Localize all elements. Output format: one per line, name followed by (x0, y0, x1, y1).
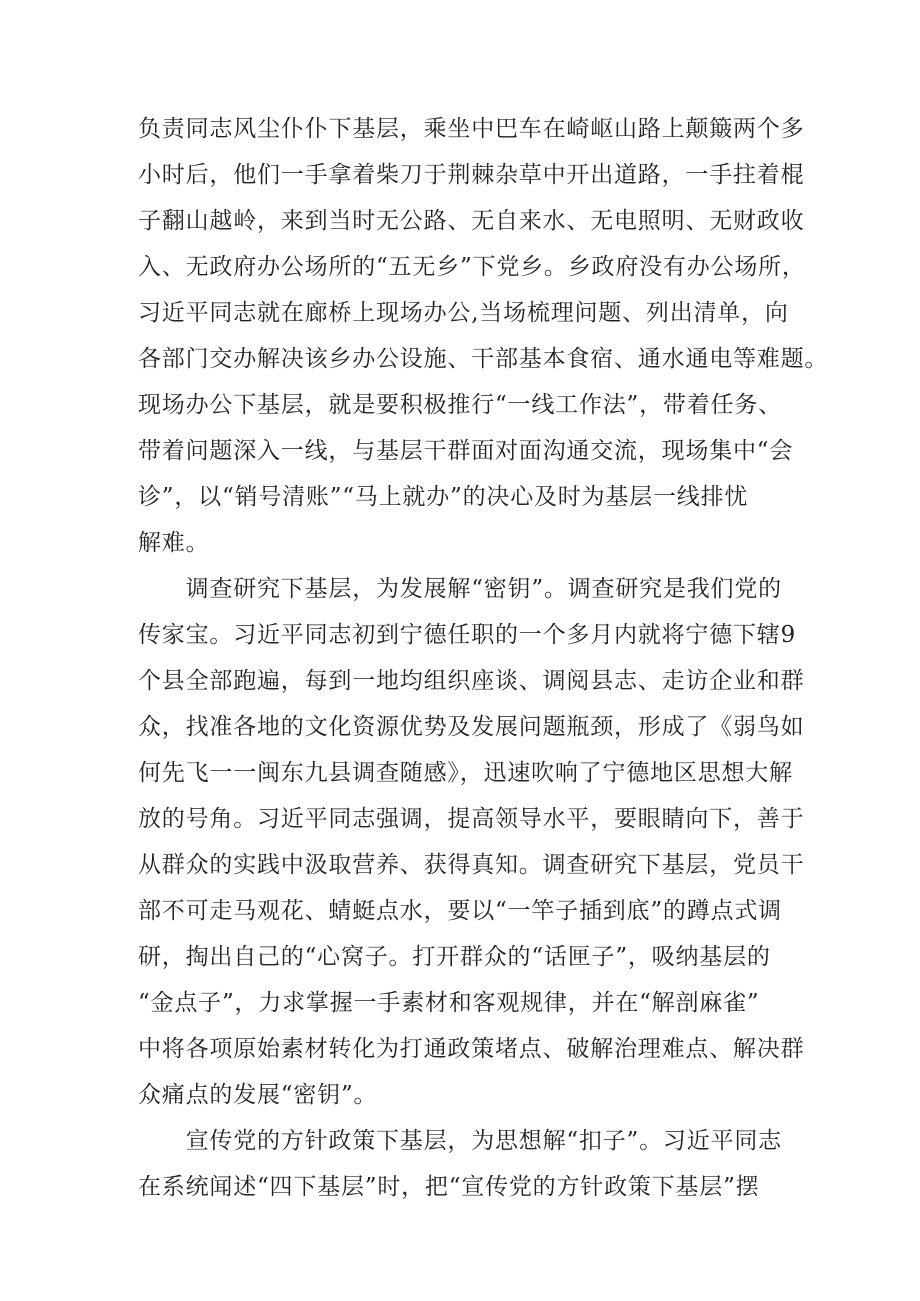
text-line: 现场办公下基层，就是要积极推行“一线工作法”，带着任务、 (138, 392, 782, 418)
text-line: 众，找准各地的文化资源优势及发展问题瓶颈，形成了《弱鸟如 (138, 714, 805, 740)
text-line: 何先飞一一闽东九县调查随感》，迅速吹响了宁德地区思想大解 (138, 760, 793, 786)
text-line: 负责同志风尘仆仆下基层，乘坐中巴车在崎岖山路上颠簸两个多 (138, 116, 805, 142)
text-line: 中将各项原始素材转化为打通政策堵点、破解治理难点、解决群 (138, 1036, 805, 1062)
text-line: 解难。 (138, 530, 210, 556)
body-text (138, 106, 829, 1210)
text-line: 入、无政府办公场所的“五无乡”下党乡。乡政府没有办公场所， (138, 254, 806, 280)
text-line: 从群众的实践中汲取营养、获得真知。调查研究下基层，党员干 (138, 852, 805, 878)
text-line: 各部门交办解决该乡办公设施、干部基本食宿、通水通电等难题。 (138, 346, 829, 372)
text-line: 带着问题深入一线，与基层干群面对面沟通交流，现场集中“会 (138, 438, 794, 464)
text-line: 放的号角。习近平同志强调，提高领导水平，要眼睛向下，善于 (138, 806, 805, 832)
text-line: 部不可走马观花、蜻蜓点水，要以“一竿子插到底”的蹲点式调 (138, 898, 782, 924)
text-line: 研，掏出自己的“心窝子。打开群众的“话匣子”，吸纳基层的 (138, 944, 771, 970)
text-line: 诊”，以“销号清账”“马上就办”的决心及时为基层一线排忧 (138, 484, 749, 510)
text-line: 习近平同志就在廊桥上现场办公,当场梳理问题、列出清单，向 (138, 300, 789, 326)
text-line: “金点子”，力求掌握一手素材和客观规律，并在“解剖麻雀” (138, 990, 760, 1016)
text-line: 宣传党的方针政策下基层，为思想解“扣子”。习近平同志 (138, 1128, 782, 1154)
text-line: 调查研究下基层，为发展解“密钥”。调查研究是我们党的 (138, 576, 782, 602)
text-line: 在系统闻述“四下基层”时，把“宣传党的方针政策下基层”摆 (138, 1174, 760, 1200)
text-line: 众痛点的发展“密钥”。 (138, 1082, 378, 1108)
text-line: 小时后，他们一手拿着柴刀于荆棘杂草中开出道路，一手拄着棍 (138, 162, 805, 188)
text-line: 个县全部跑遍，每到一地均组织座谈、调阅县志、走访企业和群 (138, 668, 805, 694)
text-line: 传家宝。习近平同志初到宁德任职的一个多月内就将宁德下辖9 (138, 622, 797, 648)
text-line: 子翻山越岭，来到当时无公路、无自来水、无电照明、无财政收 (138, 208, 805, 234)
